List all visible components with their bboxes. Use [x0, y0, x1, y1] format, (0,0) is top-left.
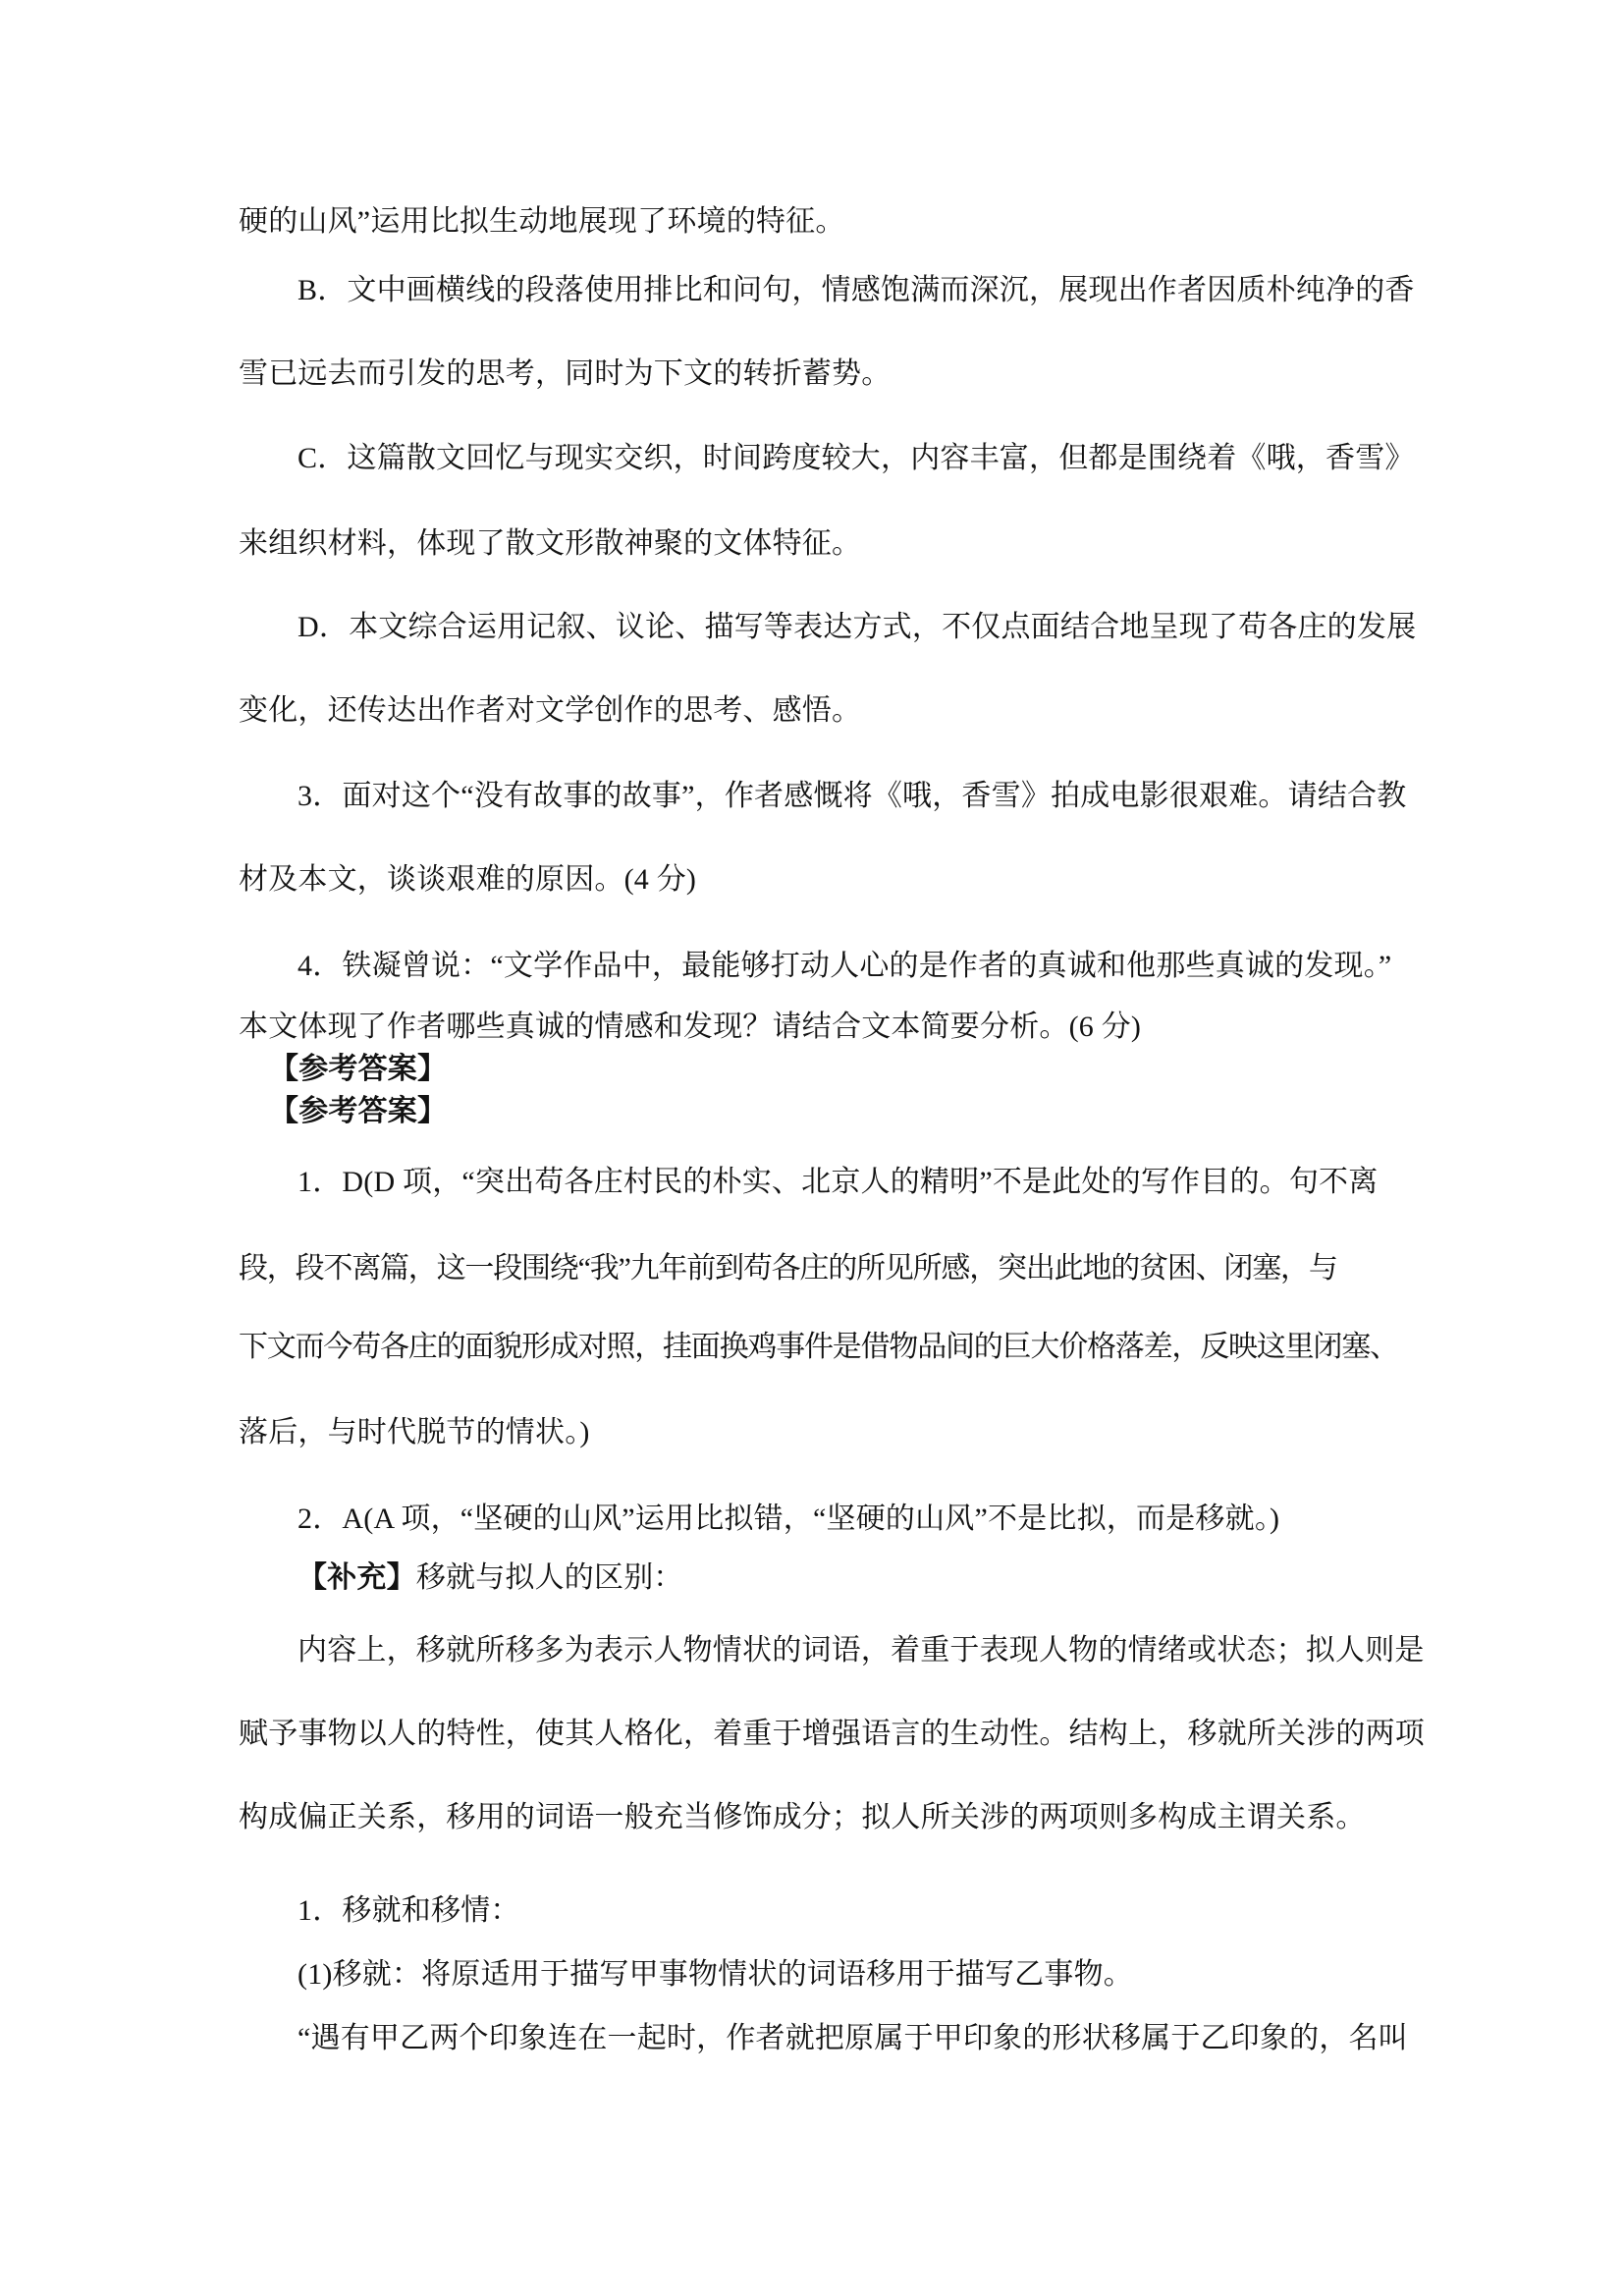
reference-answer-heading-2: 【参考答案】 [269, 1095, 448, 1127]
question-4-line-1: 4．铁凝曾说：“文学作品中，最能够打动人心的是作者的真诚和他那些真诚的发现。” [298, 950, 1392, 982]
supplement-label: 【补充】 [298, 1561, 416, 1594]
answer-2-line: 2．A(A 项，“坚硬的山风”运用比拟错，“坚硬的山风”不是比拟，而是移就。) [298, 1503, 1280, 1535]
answer-1-line-2: 段，段不离篇，这一段围绕“我”九年前到苟各庄的所见所感，突出此地的贫困、闭塞，与 [239, 1252, 1337, 1285]
supplement-title: 移就与拟人的区别： [415, 1561, 683, 1594]
option-c-line-1: C．这篇散文回忆与现实交织，时间跨度较大，内容丰富，但都是围绕着《哦，香雪》 [298, 442, 1415, 474]
supplement-heading [239, 1558, 1446, 1598]
answer-1-line-4: 落后，与时代脱节的情状。) [239, 1416, 590, 1449]
option-b-line-2: 雪已远去而引发的思考，同时为下文的转折蓄势。 [239, 357, 892, 390]
option-d-line-2: 变化，还传达出作者对文学创作的思考、感悟。 [239, 694, 862, 727]
option-c-line-2: 来组织材料，体现了散文形散神聚的文体特征。 [239, 527, 862, 560]
question-3-line-1: 3．面对这个“没有故事的故事”，作者感慨将《哦，香雪》拍成电影很艰难。请结合教 [298, 780, 1407, 812]
answer-1-line-1: 1．D(D 项，“突出苟各庄村民的朴实、北京人的精明”不是此处的写作目的。句不离 [298, 1166, 1379, 1198]
question-4-line-2: 本文体现了作者哪些真诚的情感和发现？请结合文本简要分析。(6 分) [239, 1011, 1142, 1043]
quote-line-1: “遇有甲乙两个印象连在一起时，作者就把原属于甲印象的形状移属于乙印象的，名叫 [298, 2022, 1408, 2054]
option-d-line-1: D．本文综合运用记叙、议论、描写等表达方式，不仅点面结合地呈现了苟各庄的发展 [298, 611, 1417, 643]
definition-yijiu: (1)移就：将原适用于描写甲事物情状的词语移用于描写乙事物。 [298, 1958, 1133, 1991]
reference-answer-heading-1: 【参考答案】 [269, 1053, 448, 1085]
option-a-continuation: 硬的山风”运用比拟生动地展现了环境的特征。 [239, 205, 845, 238]
list-item-yijiu-yiqing: 1．移就和移情： [298, 1894, 520, 1927]
supplement-line-3: 构成偏正关系，移用的词语一般充当修饰成分；拟人所关涉的两项则多构成主谓关系。 [239, 1801, 1366, 1833]
option-b-line-1: B．文中画横线的段落使用排比和问句，情感饱满而深沉，展现出作者因质朴纯净的香 [298, 274, 1415, 306]
supplement-line-2: 赋予事物以人的特性，使其人格化，着重于增强语言的生动性。结构上，移就所关涉的两项 [239, 1718, 1425, 1750]
supplement-line-1: 内容上，移就所移多为表示人物情状的词语，着重于表现人物的情绪或状态；拟人则是 [298, 1634, 1425, 1667]
answer-1-line-3: 下文而今苟各庄的面貌形成对照，挂面换鸡事件是借物品间的巨大价格落差，反映这里闭塞、 [239, 1331, 1398, 1363]
question-3-line-2: 材及本文，谈谈艰难的原因。(4 分) [239, 863, 697, 896]
